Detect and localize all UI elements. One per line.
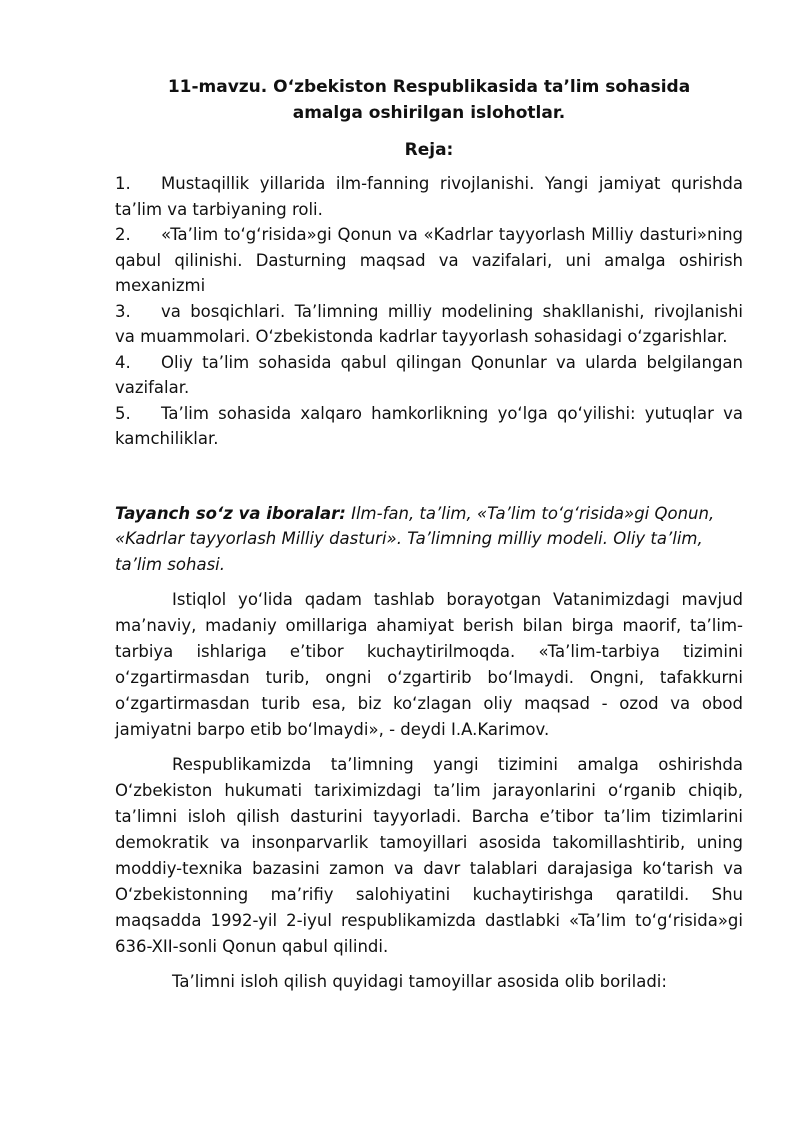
plan-item-number: 1. (115, 174, 131, 193)
keywords-label: Tayanch so‘z va iboralar: (115, 503, 346, 523)
plan-heading: Reja: (404, 140, 454, 160)
plan-item-text: va bosqichlari. Ta’limning milliy modelining shakllanishi, rivojlanishi va muammolari. O‘zbekistonda kadrlar tayyorlash sohasidagi o‘zgarishlar. (115, 301, 743, 346)
plan-item-text: «Ta’lim to‘g‘risida»gi Qonun va «Kadrlar tayyorlash Milliy dasturi»ning qabul qilinishi. Dasturning maqsad va vazifalari, uni amalga oshirish mexanizmi (115, 225, 743, 295)
body-paragraph: Respublikamizda ta’limning yangi tizimini amalga oshirishda O‘zbekiston hukumati tariximizdagi ta’lim jarayonlarini o‘rganib chiqib, ta’limni isloh qilish dasturini tayyorladi. Barcha e’tibor ta’lim tizimlarini demokratik va insonparvarlik tamoyillari asosida takomillashtirib, uning moddiy-texnika bazasini zamon va davr talablari darajasiga ko‘tarish va O‘zbekistonning ma’rifiy salohiyatini kuchaytirishga qaratildi. Shu maqsadda 1992-yil 2-iyul respublikamizda dastlabki «Ta’lim to‘g‘risida»gi 636-XII-sonli Qonun qabul qilindi. (115, 755, 743, 956)
plan-item-number: 5. (115, 403, 131, 423)
document-page (115, 74, 743, 995)
keywords-block (115, 501, 743, 578)
plan-item (115, 350, 743, 401)
plan-item-number: 3. (115, 301, 131, 321)
plan-item (115, 299, 743, 350)
plan-item (115, 171, 743, 222)
plan-item-text: Ta’lim sohasida xalqaro hamkorlikning yo‘lga qo‘yilishi: yutuqlar va kamchiliklar. (115, 403, 743, 448)
body-paragraph: Istiqlol yo‘lida qadam tashlab borayotgan Vatanimizdagi mavjud ma’naviy, madaniy omillariga ahamiyat berish bilan birga maorif, ta’lim-tarbiya ishlariga e’tibor kuchaytirilmoqda. «Ta’lim-tarbiya tizimini o‘zgartirmasdan turib, ongni o‘zgartirib bo‘lmaydi. Ongni, tafakkurni o‘zgartirmasdan turib esa, biz ko‘zlagan oliy maqsad - ozod va obod jamiyatni barpo etib bo‘lmaydi», - deydi I.A.Karimov. (115, 590, 743, 739)
keywords-text: Ilm-fan, ta’lim, «Ta’lim to‘g‘risida»gi Qonun, «Kadrlar tayyorlash Milliy dasturi». Ta’limning milliy modeli. Oliy ta’lim, ta’lim sohasi. (115, 503, 715, 574)
plan-item-number: 4. (115, 352, 131, 372)
plan-item (115, 222, 743, 299)
plan-list (115, 171, 743, 452)
plan-item (115, 401, 743, 452)
plan-item-number: 2. (115, 225, 131, 244)
document-title: 11-mavzu. O‘zbekiston Respublikasida ta’lim sohasida amalga oshirilgan islohotlar. (167, 77, 691, 123)
plan-item-text: Mustaqillik yillarida ilm-fanning rivojlanishi. Yangi jamiyat qurishda ta’lim va tarbiyaning roli. (115, 174, 743, 219)
body-paragraph: Ta’limni isloh qilish quyidagi tamoyillar asosida olib boriladi: (172, 972, 667, 991)
plan-item-text: Oliy ta’lim sohasida qabul qilingan Qonunlar va ularda belgilangan vazifalar. (115, 352, 743, 397)
